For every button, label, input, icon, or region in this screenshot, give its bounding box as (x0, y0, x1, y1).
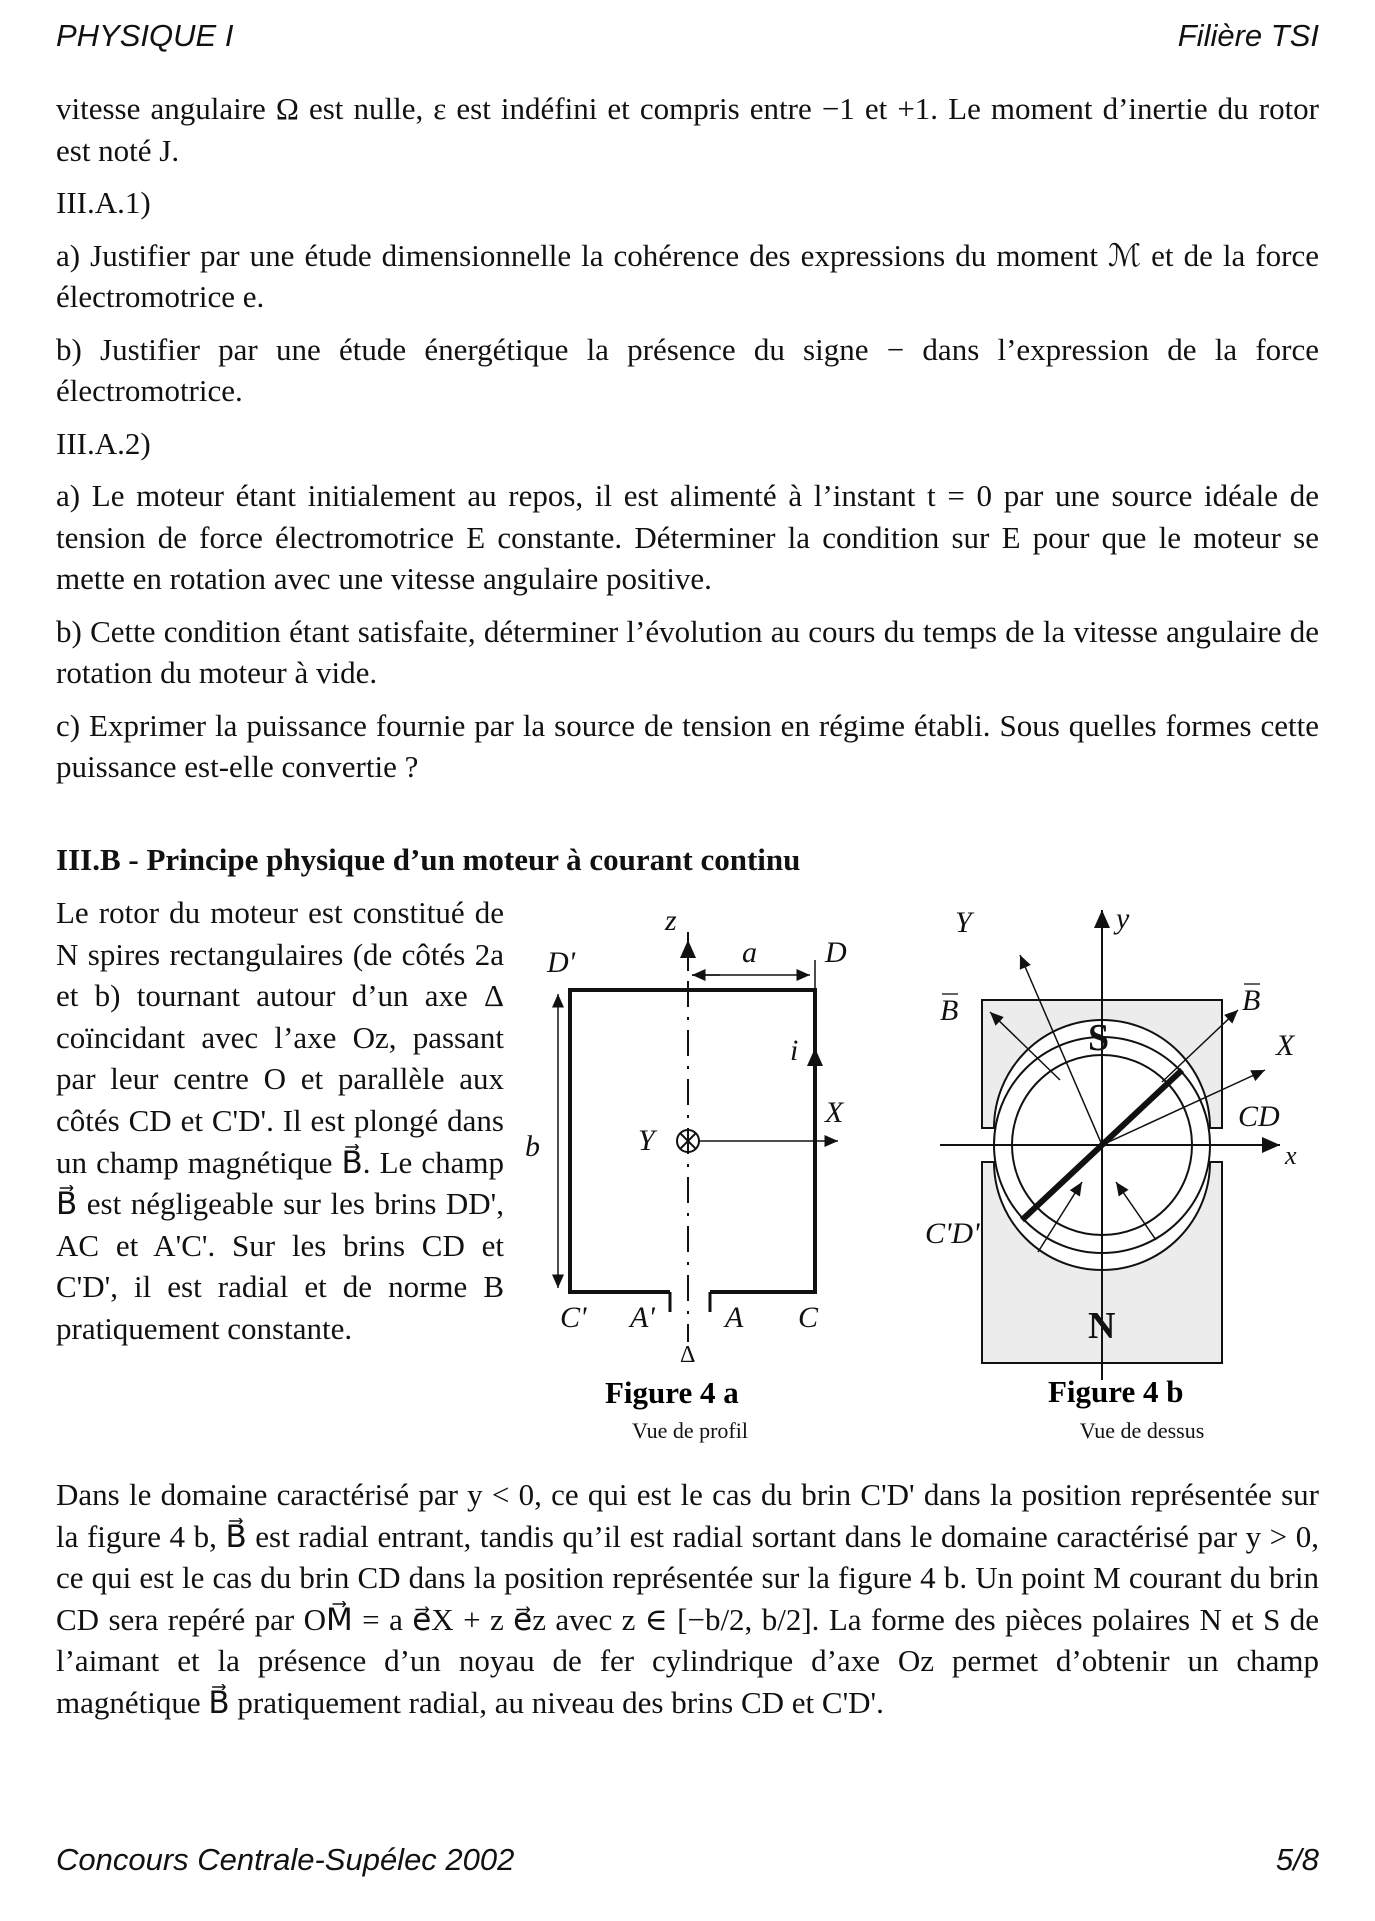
figure-4b-title: Figure 4 b (1048, 1374, 1184, 1409)
label-x-axis: x (1285, 1141, 1297, 1170)
question-III-A-1-a: a) Justifier par une étude dimensionnelle la cohérence des expressions du moment ℳ et de la force électromotrice e. (56, 237, 1319, 314)
header-track: Filière TSI (1177, 18, 1319, 53)
header-subject: PHYSIQUE I (56, 18, 234, 53)
label-z: z (665, 904, 677, 937)
figure-4a-caption: Vue de profil (632, 1418, 748, 1443)
label-Ap: A' (630, 1301, 655, 1334)
figure-4a (520, 900, 860, 1410)
label-X-axis: X (1276, 1029, 1295, 1062)
heading-III-A-1: III.A.1) (56, 185, 151, 220)
label-D: D (825, 936, 847, 969)
footer-page-number: 5/8 (1275, 1842, 1319, 1877)
figure-4a-title: Figure 4 a (605, 1375, 739, 1410)
label-B-left: B (940, 994, 959, 1027)
heading-III-A-2: III.A.2) (56, 425, 151, 461)
question-III-A-2-b: b) Cette condition étant satisfaite, déterminer l’évolution au cours du temps de la vitesse angulaire de rotation du moteur à vide. (56, 613, 1319, 690)
label-b: b (525, 1130, 540, 1163)
figure-4b (920, 900, 1320, 1410)
question-III-A-2-c: c) Exprimer la puissance fournie par la source de tension en régime établi. Sous quelles formes cette puissance est-elle convertie ? (56, 707, 1319, 784)
column-text: Le rotor du moteur est constitué de N spires rectangulaires (de côtés 2a et b) tournant autour d’un axe Δ coïncidant avec l’axe Oz, passant par leur centre O et parallèle aux côtés CD et C'D'. Il est plongé dans un champ magnétique B⃗. Le champ B⃗ est négligeable sur les brins DD', AC et A'C'. Sur les brins CD et C'D', il est radial et de norme B pratiquement constante. (56, 895, 504, 1346)
label-CpDp: C'D' (925, 1217, 980, 1250)
pole-label-N: N (1088, 1305, 1116, 1347)
upper-text (56, 88, 1319, 799)
label-CD: CD (1238, 1100, 1280, 1133)
figure-4b-caption: Vue de dessus (1079, 1418, 1205, 1443)
section-title: III.B - Principe physique d’un moteur à courant continu (56, 842, 801, 877)
label-i: i (790, 1034, 799, 1067)
after-text: Dans le domaine caractérisé par y < 0, ce qui est le cas du brin C'D' dans la position représentée sur la figure 4 b, B⃗ est radial entrant, tandis qu’il est radial sortant dans le domaine caractérisé par y > 0, ce qui est le cas du brin CD dans la position représentée sur la figure 4 b. Un point M courant du brin CD sera repéré par OM⃗ = a e⃗X + z e⃗z avec z ∈ [−b/2, b/2]. La forme des pièces polaires N et S de l’aimant et la présence d’un noyau de fer cylindrique d’axe Oz permet d’obtenir un champ magnétique B⃗ pratiquement radial, au niveau des brins CD et C'D'. (56, 1477, 1319, 1720)
figure-4a-drawing (558, 932, 838, 1342)
label-C: C (798, 1301, 819, 1334)
label-Dp: D' (547, 946, 576, 979)
question-III-A-1-b: b) Justifier par une étude énergétique la présence du signe − dans l’expression de la force électromotrice. (56, 331, 1319, 408)
question-III-A-2-a: a) Le moteur étant initialement au repos, il est alimenté à l’instant t = 0 par une source idéale de tension de force électromotrice E constante. Déterminer la condition sur E pour que le moteur se mette en rotation avec une vitesse angulaire positive. (56, 478, 1319, 596)
label-y-axis: y (1116, 902, 1130, 935)
footer-contest: Concours Centrale-Supélec 2002 (56, 1842, 515, 1877)
label-Y: Y (638, 1124, 655, 1157)
label-Y-axis: Y (955, 906, 972, 939)
label-delta: Δ (680, 1342, 696, 1368)
label-X: X (825, 1096, 844, 1129)
paragraph-intro: vitesse angulaire Ω est nulle, ε est indéfini et compris entre −1 et +1. Le moment d’inertie du rotor est noté J. (56, 91, 1319, 168)
label-Cp: C' (560, 1301, 587, 1334)
label-B-right: B (1242, 984, 1261, 1017)
label-A: A (725, 1301, 744, 1334)
label-a: a (742, 936, 757, 969)
pole-label-S: S (1088, 1017, 1110, 1059)
